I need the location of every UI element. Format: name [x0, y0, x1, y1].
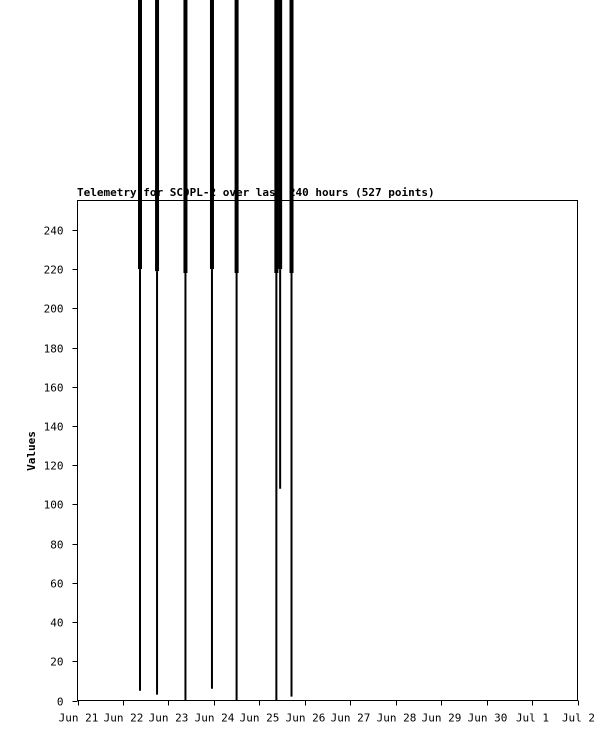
x-tick-label: Jun 28 [376, 711, 417, 725]
y-tick-label: 0 [56, 695, 64, 709]
y-tick-label: 20 [50, 655, 64, 669]
x-tick-label: Jun 30 [467, 711, 508, 725]
x-tick-label: Jun 25 [239, 711, 280, 725]
y-tick-label: 40 [50, 616, 64, 630]
plot-frame [78, 201, 578, 701]
y-tick-label: 140 [43, 420, 64, 434]
y-axis-title: Values [25, 431, 38, 471]
series-marks [140, 0, 292, 701]
chart-title: Telemetry for SC9PL-2 over last 240 hours (527 points) [77, 186, 435, 199]
y-tick-label: 60 [50, 577, 64, 591]
x-tick-label: Jun 23 [148, 711, 189, 725]
y-axis [44, 225, 78, 709]
x-tick-label: Jul 2 [561, 711, 596, 725]
x-tick-label: Jun 21 [58, 711, 99, 725]
x-tick-label: Jun 22 [103, 711, 144, 725]
y-tick-label: 120 [43, 459, 64, 473]
y-tick-label: 100 [43, 498, 64, 512]
y-tick-label: 180 [43, 342, 64, 356]
x-tick-label: Jul 1 [515, 711, 550, 725]
x-tick-label: Jun 26 [285, 711, 326, 725]
x-tick-label: Jun 24 [194, 711, 235, 725]
y-tick-label: 240 [43, 224, 64, 238]
x-tick-label: Jun 29 [421, 711, 462, 725]
y-tick-label: 200 [43, 302, 64, 316]
y-tick-label: 160 [43, 381, 64, 395]
y-tick-label: 80 [50, 538, 64, 552]
x-tick-label: Jun 27 [330, 711, 371, 725]
x-axis [59, 701, 595, 725]
y-tick-label: 220 [43, 263, 64, 277]
